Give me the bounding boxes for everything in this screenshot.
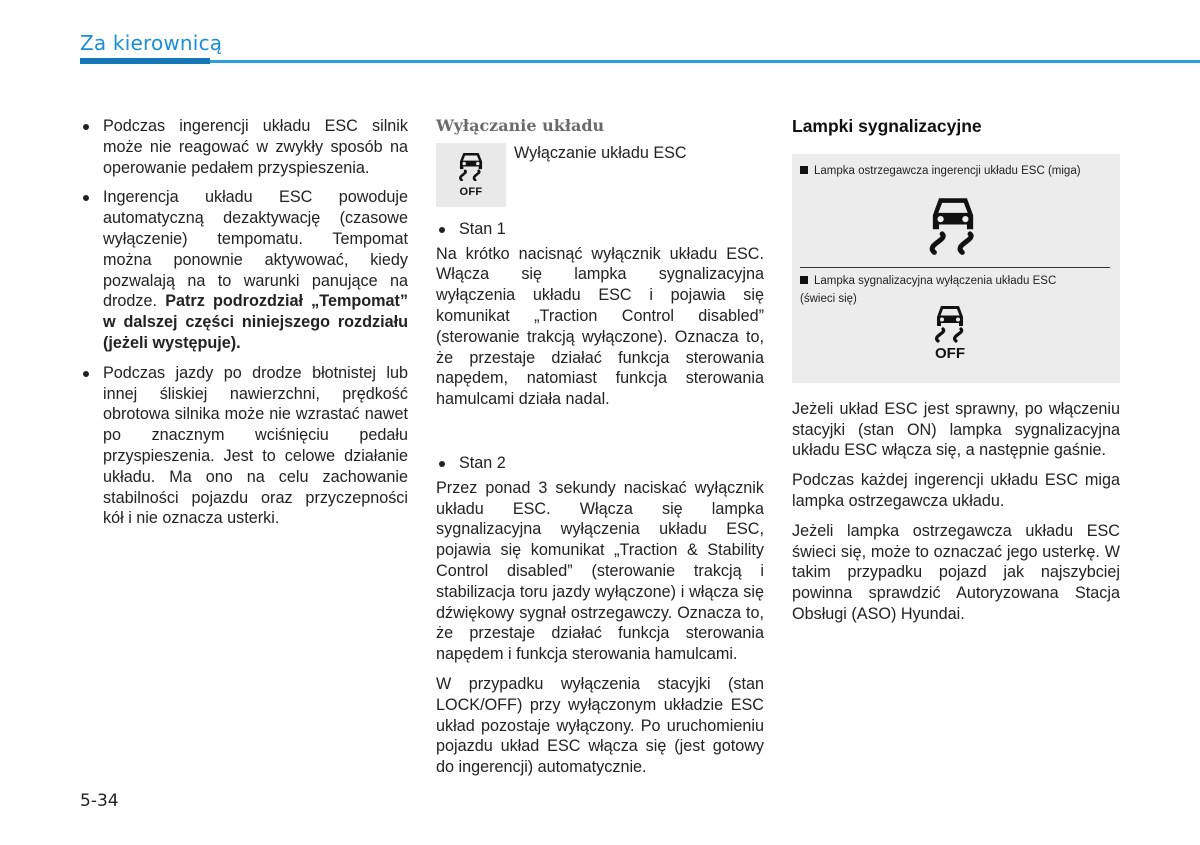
final-paragraph: W przypadku wyłączenia stacyjki (stan LOCK/OFF) przy wyłączonym układzie ESC układ pozostaje wyłączony. Po uruchomieniu pojazdu układ ESC włącza się (jest gotowy do ingerencji) automatycznie. bbox=[436, 674, 764, 777]
esc-off-indicator-row bbox=[436, 143, 764, 207]
page-number: 5-34 bbox=[80, 791, 119, 811]
header-tab-accent bbox=[80, 58, 210, 64]
paragraph: Jeżeli lampka ostrzegawcza układu ESC świeci się, może to oznaczać jego usterkę. W takim przypadku pojazd jak najszybciej powinna sprawdzić Autoryzowana Stacja Obsługi (ASO) Hyundai. bbox=[792, 521, 1120, 623]
square-bullet-icon bbox=[800, 276, 808, 284]
divider bbox=[800, 267, 1110, 268]
list-item bbox=[80, 116, 408, 178]
state-2-label: Stan 2 bbox=[436, 453, 764, 474]
esc-off-lamp-icon bbox=[930, 300, 970, 365]
paragraph: Jeżeli układ ESC jest sprawny, po włączeniu stacyjki (stan ON) lampka sygnalizacyjna układu ESC włącza się, a następnie gaśnie. bbox=[792, 399, 1120, 460]
list-item-text: Ingerencja układu ESC powoduje automatyczną dezaktywację (czasowe wyłączenie) tempomatu. Tempomat można ponownie aktywować, kiedy pozwalają na to warunki panujące na drodze. bbox=[103, 188, 408, 311]
column-3 bbox=[792, 116, 1120, 634]
indicator-lamps-box bbox=[792, 154, 1120, 383]
esc-off-icon bbox=[436, 143, 506, 207]
paragraph: Podczas każdej ingerencji układu ESC miga lampka ostrzegawcza układu. bbox=[792, 471, 1120, 510]
column-2 bbox=[436, 116, 764, 787]
list-item-text: Podczas jazdy po drodze błotnistej lub innej śliskiej nawierzchni, prędkość obrotowa silnika może nie wzrastać nawet po znacznym wciśnięciu pedału przyspieszenia. Jest to celowe działanie układu. Ma ono na celu zachowanie stabilności pojazdu oraz przyczepności kół i nie oznacza usterki. bbox=[103, 363, 408, 528]
lamp-1-label: Lampka ostrzegawcza ingerencji układu ESC (miga) bbox=[800, 162, 1081, 180]
state-2-text: Przez ponad 3 sekundy naciskać wyłącznik układu ESC. Włącza się lampka sygnalizacyjna wyłączenia układu ESC, pojawia się komunikat „Traction & Stability Control disabled” (sterowanie trakcją i stabilizacja toru jazdy wyłączone) i włącza się dźwiękowy sygnał ostrzegawczy. Oznacza to, że przestaje działać funkcja sterowania napędem i funkcja sterowania hamulcami. bbox=[436, 478, 764, 664]
bullet-list bbox=[80, 116, 408, 529]
list-item bbox=[80, 187, 408, 353]
icon-caption: Wyłączanie układu ESC bbox=[514, 143, 687, 162]
esc-warning-icon bbox=[922, 190, 984, 262]
lamp-2-label: Lampka sygnalizacyjna wyłączenia układu ESC (świeci się) bbox=[800, 274, 1057, 305]
list-item-text: Podczas ingerencji układu ESC silnik może nie reagować w zwykły sposób na operowanie pedałem przyspieszenia. bbox=[103, 117, 408, 177]
section-title: Za kierownicą bbox=[80, 31, 223, 55]
cross-reference: Patrz podrozdział „Tempomat” w dalszej części niniejszego rozdziału (jeżeli występuje). bbox=[103, 292, 408, 352]
off-label: OFF bbox=[459, 185, 483, 198]
off-label: OFF bbox=[935, 344, 965, 362]
section-heading: Wyłączanie układu bbox=[436, 116, 605, 135]
state-1-label: Stan 1 bbox=[436, 219, 764, 240]
skidding-car-icon bbox=[454, 147, 488, 181]
state-1-text: Na krótko nacisnąć wyłącznik układu ESC. Włącza się lampka sygnalizacyjna wyłączenia układu ESC i pojawia się komunikat „Traction Control disabled” (sterowanie trakcją wyłączone). Oznacza to, że przestaje działać funkcja sterowania napędem, natomiast funkcja sterowania hamulcami działa nadal. bbox=[436, 244, 764, 409]
section-heading: Lampki sygnalizacyjne bbox=[792, 116, 982, 136]
list-item bbox=[80, 363, 408, 529]
square-bullet-icon bbox=[800, 166, 808, 174]
column-1 bbox=[80, 116, 408, 538]
header-rule bbox=[80, 60, 1200, 63]
